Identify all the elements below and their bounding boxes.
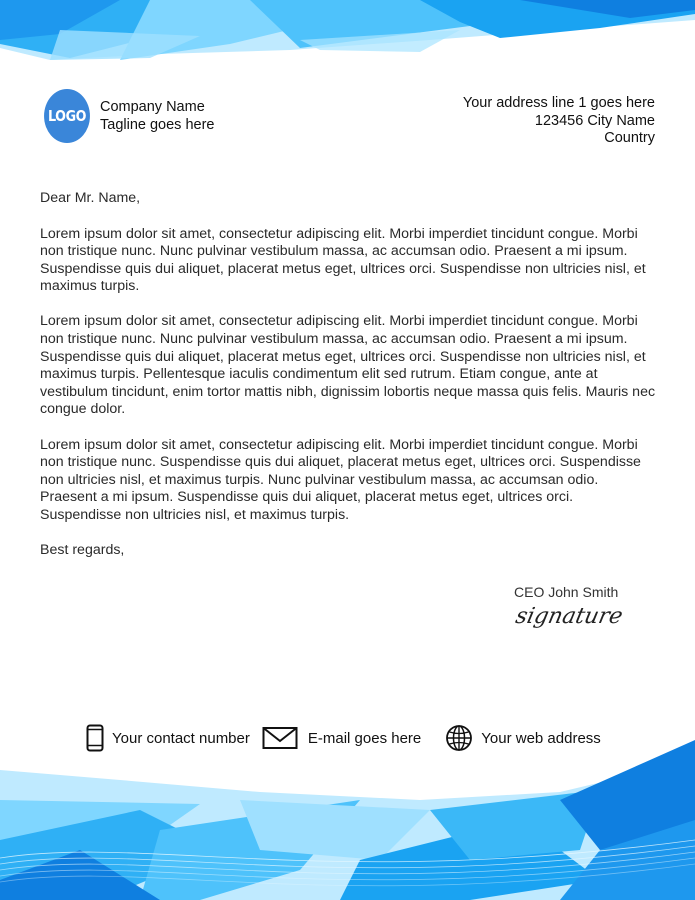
address-line-2: 123456 City Name <box>534 112 655 129</box>
salutation: Dear Mr. Name, <box>40 190 141 206</box>
closing: Best regards, <box>40 542 125 558</box>
email-label: E-mail goes here <box>307 729 422 747</box>
address-line-1: Your address line 1 goes here <box>462 95 655 111</box>
sender-address <box>463 95 655 148</box>
signer-title: CEO John Smith <box>514 584 619 600</box>
footer-decoration <box>0 740 695 900</box>
company-info <box>100 98 214 134</box>
address-line-3: Country <box>604 130 655 146</box>
company-header <box>40 89 214 143</box>
body-paragraph-1: Lorem ipsum dolor sit amet, consectetur adipiscing elit. Morbi imperdiet tincidunt congue. Morbi non tristique nunc. Nunc pulvinar vestibulum massa, ac accumsan odio. Praesent a mi ipsum. Suspendisse quis dui aliquet, placerat metus eget, ultrices orci. Suspendisse non ultricies nisl, et maximus turpis. <box>40 225 646 295</box>
header-decoration <box>0 0 695 60</box>
body-paragraph-2: Lorem ipsum dolor sit amet, consectetur adipiscing elit. Morbi imperdiet tincidunt congue. Morbi non tristique nunc. Nunc pulvinar vestibulum massa, ac accumsan odio. Praesent a mi ipsum. Suspendisse quis dui aliquet, placerat metus eget, ultrices orci. Suspendisse non ultricies nisl, et maximus turpis. Pellentesque iaculis condimentum elit sed rutrum. Etiam congue, ante at vestibulum tincidunt, enim tortor mattis nibh, dignissim lobortis neque massa quis felis. Mauris nec congue dolor. <box>40 313 656 418</box>
letter-body <box>40 190 658 577</box>
web-label: Your web address <box>481 729 601 747</box>
company-tagline: Tagline goes here <box>100 117 215 133</box>
phone-label: Your contact number <box>112 729 250 747</box>
signature: signature <box>513 604 625 629</box>
logo-badge: LOGO <box>44 89 90 143</box>
company-name: Company Name <box>100 99 205 115</box>
body-paragraph-3: Lorem ipsum dolor sit amet, consectetur adipiscing elit. Morbi imperdiet tincidunt congue. Morbi non tristique nunc. Suspendisse quis dui aliquet, placerat metus eget, ultrices orci. Suspendisse non ultricies nisl, et maximus turpis. Nunc pulvinar vestibulum massa, ac accumsan odio. Praesent a mi ipsum. Suspendisse quis dui aliquet, placerat metus eget, ultrices orci. Suspendisse non ultricies nisl, et maximus turpis. <box>40 436 641 523</box>
